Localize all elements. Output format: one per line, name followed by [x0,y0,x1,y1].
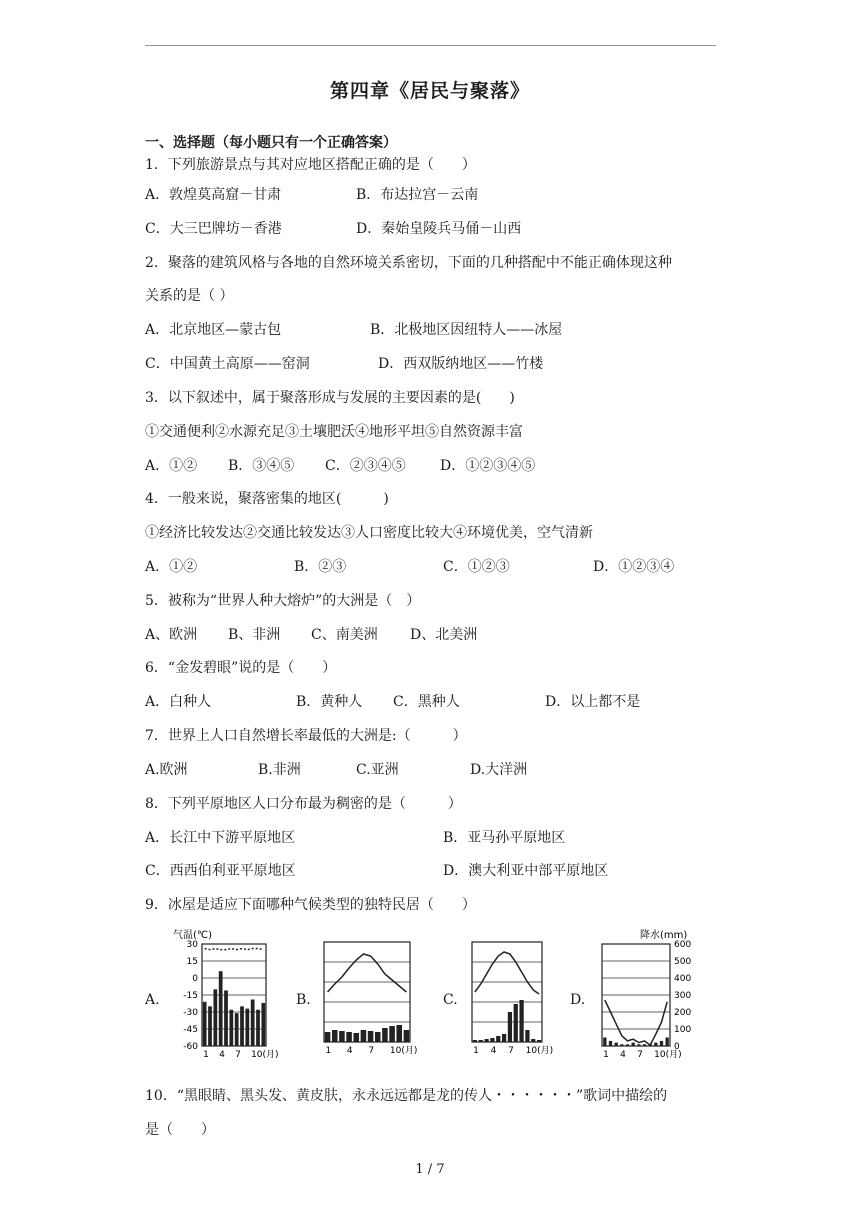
chart-c-temperature-line [475,952,539,994]
q4-option-a: A．①② [145,559,198,575]
q6-option-c: C．黑种人 [393,694,460,710]
q3-option-d: D．①②③④⑤ [440,458,536,474]
question-8: 8．下列平原地区人口分布最为稠密的是（ ） [145,796,462,812]
page-title: 第四章《居民与聚落》 [329,80,530,102]
q4-option-c: C．①②③ [443,559,510,575]
chart-a-ytick: -45 [183,1025,198,1035]
chart-d-bar [666,1038,669,1047]
chart-c-xtick: 10(月) [525,1046,554,1056]
chart-c-precip-bar [496,1036,500,1042]
q7-option-a: A.欧洲 [145,762,188,778]
q6-option-b: B．黄种人 [296,694,363,710]
q9-option-b-label: B. [296,992,311,1008]
chart-a-precip-bar [219,971,223,1046]
q2-option-d: D．西双版纳地区——竹楼 [378,356,544,372]
chart-c-precip-bar [531,1039,535,1042]
q5-option-c: C、南美洲 [311,627,378,643]
chart-d-bar [626,1044,629,1046]
chart-c-xtick: 1 [473,1046,479,1056]
section-heading: 一、选择题（每小题只有一个正确答案） [145,135,397,151]
header-rule [145,45,716,46]
chart-d-xtick: 10(月) [654,1050,682,1060]
q9-option-c-label: C. [443,992,458,1008]
question-4: 4．一般来说，聚落密集的地区( ) [145,491,389,507]
chart-c-precip-bar [502,1034,506,1042]
chart-a-temperature-line [205,949,264,950]
question-2: 2．聚落的建筑风格与各地的自然环境关系密切，下面的几种搭配中不能正确体现这种 [145,255,672,271]
chart-a-precip-bar [251,1000,255,1046]
chart-a-precip-bar [240,1006,244,1046]
question-9: 9．冰屋是适应下面哪种气候类型的独特民居（ ） [145,897,476,913]
chart-b-precip-bar [353,1033,359,1042]
chart-d-precipitation-line [605,1000,667,1045]
q3-option-b: B．③④⑤ [228,458,295,474]
chart-b-temperature-line [328,954,407,992]
chart-a-ytick: -15 [183,991,198,1001]
q8-option-c: C．西西伯利亚平原地区 [145,863,296,879]
chart-d-bar [654,1043,657,1046]
q5-option-d: D、北美洲 [410,627,478,643]
q3-option-c: C．②③④⑤ [325,458,406,474]
chart-b-xtick: 10(月) [389,1046,418,1056]
chart-a-ytick: 15 [186,957,198,967]
chart-d-ytick: 600 [674,940,692,950]
chart-d-bar [609,1041,612,1046]
question-5: 5．被称为“世界人种大熔炉”的大洲是（ ） [145,593,421,609]
page-number: 1 / 7 [415,1162,445,1177]
chart-d-xtick: 4 [620,1050,626,1060]
q9-option-a-label: A. [145,992,160,1008]
chart-b-precip-bar [368,1031,374,1042]
climate-chart-c [466,938,562,1066]
chart-b-xtick: 1 [325,1046,332,1056]
chart-c-precip-bar [519,1000,523,1042]
chart-d-ytick: 400 [674,974,692,984]
chart-c-precip-bar [537,1040,541,1042]
chart-b-precip-bar [375,1032,381,1042]
chart-d-xtick: 1 [603,1050,609,1060]
question-7: 7．世界上人口自然增长率最低的大洲是:（ ） [145,728,467,744]
q1-option-a: A．敦煌莫高窟－甘肃 [145,187,282,203]
chart-c-frame [472,942,542,1042]
chart-d-bar [603,1038,606,1047]
chart-d-ylabel: 降水(mm) [640,930,688,941]
chart-a-precip-bar [261,1003,265,1046]
chart-a-precip-bar [256,1010,260,1046]
chart-a-precip-bar [224,990,228,1046]
chart-b-precip-bar [332,1030,338,1042]
question-4-statements: ①经济比较发达②交通比较发达③人口密度比较大④环境优美，空气清新 [145,525,593,541]
chart-c-precip-bar [479,1040,483,1042]
chart-a-xtick: 7 [235,1050,241,1060]
q7-option-d: D.大洋洲 [470,762,528,778]
q6-option-d: D．以上都不是 [545,694,641,710]
q7-option-c: C.亚洲 [356,762,399,778]
chart-d-ytick: 300 [674,991,692,1001]
chart-a-xtick: 1 [203,1050,209,1060]
chart-a-ytick: 30 [186,940,198,950]
chart-d-bar [632,1043,635,1046]
question-10-cont: 是（ ） [145,1122,215,1138]
chart-d-ytick: 200 [674,1008,692,1018]
q4-option-d: D．①②③④ [593,559,675,575]
chart-b-precip-bar [361,1030,367,1042]
chart-d-ytick: 0 [674,1042,680,1052]
chart-a-ytick: -60 [183,1042,198,1052]
question-10: 10．“黑眼睛、黑头发、黄皮肤，永永远远都是龙的传人・・・・・・”歌词中描绘的 [145,1088,668,1104]
q5-option-b: B、非洲 [228,627,281,643]
chart-c-precip-bar [473,1040,477,1042]
q1-option-b: B．布达拉宫－云南 [356,187,479,203]
chart-a-ytick: -30 [183,1008,198,1018]
chart-a-xtick: 10(月) [251,1050,279,1060]
chart-a-precip-bar [229,1010,233,1046]
question-3-statements: ①交通便利②水源充足③土壤肥沃④地形平坦⑤自然资源丰富 [145,424,523,440]
chart-b-precip-bar [404,1030,410,1042]
chart-b-precip-bar [382,1028,388,1042]
chart-b-precip-bar [346,1032,352,1042]
q8-option-b: B．亚马孙平原地区 [443,830,566,846]
chart-a-xtick: 4 [219,1050,225,1060]
chart-b-precip-bar [339,1031,345,1042]
q2-option-a: A．北京地区—蒙古包 [145,322,282,338]
chart-a-ylabel: 气温(℃) [173,930,213,941]
q1-option-c: C．大三巴牌坊－香港 [145,221,282,237]
q5-option-a: A、欧洲 [145,627,198,643]
question-1: 1．下列旅游景点与其对应地区搭配正确的是（ ） [145,157,476,173]
chart-d-bar [637,1044,640,1046]
q2-option-b: B．北极地区因纽特人——冰屋 [370,322,563,338]
q9-option-d-label: D. [570,992,586,1008]
question-6: 6．“金发碧眼”说的是（ ） [145,660,337,676]
chart-d-bar [660,1041,663,1046]
chart-a-precip-bar [213,989,217,1046]
chart-a-precip-bar [245,1009,249,1046]
chart-b-xtick: 4 [346,1046,353,1056]
chart-c-precip-bar [514,1004,518,1042]
chart-b-precip-bar [396,1025,402,1042]
q6-option-a: A．白种人 [145,694,212,710]
chart-d-bar [620,1044,623,1046]
q4-option-b: B．②③ [294,559,347,575]
chart-d-ytick: 100 [674,1025,692,1035]
chart-d-bar [615,1043,618,1046]
chart-d-bar [643,1044,646,1046]
chart-a-precip-bar [208,1006,212,1046]
chart-c-xtick: 7 [508,1046,514,1056]
q8-option-a: A．长江中下游平原地区 [145,830,296,846]
question-2-cont: 关系的是（ ） [145,288,234,304]
chart-c-xtick: 4 [490,1046,497,1056]
chart-c-precip-bar [525,1030,529,1042]
chart-b-precip-bar [325,1032,331,1042]
q2-option-c: C．中国黄土高原——窑洞 [145,356,310,372]
chart-b-xtick: 7 [368,1046,375,1056]
chart-d-xtick: 7 [637,1050,643,1060]
q3-option-a: A．①② [145,458,198,474]
question-3: 3．以下叙述中，属于聚落形成与发展的主要因素的是( ) [145,390,515,406]
chart-a-precip-bar [203,1002,207,1046]
climate-chart-b [318,938,418,1066]
climate-chart-a [168,926,279,1066]
chart-c-precip-bar [490,1038,494,1042]
climate-chart-d [596,926,720,1066]
q1-option-d: D．秦始皇陵兵马俑－山西 [356,221,522,237]
chart-a-precip-bar [235,1013,239,1046]
chart-c-precip-bar [508,1012,512,1042]
chart-c-precip-bar [484,1039,488,1042]
q8-option-d: D．澳大利亚中部平原地区 [443,863,609,879]
chart-a-ytick: 0 [192,974,198,984]
chart-b-precip-bar [389,1026,395,1042]
q7-option-b: B.非洲 [258,762,301,778]
chart-d-ytick: 500 [674,957,692,967]
